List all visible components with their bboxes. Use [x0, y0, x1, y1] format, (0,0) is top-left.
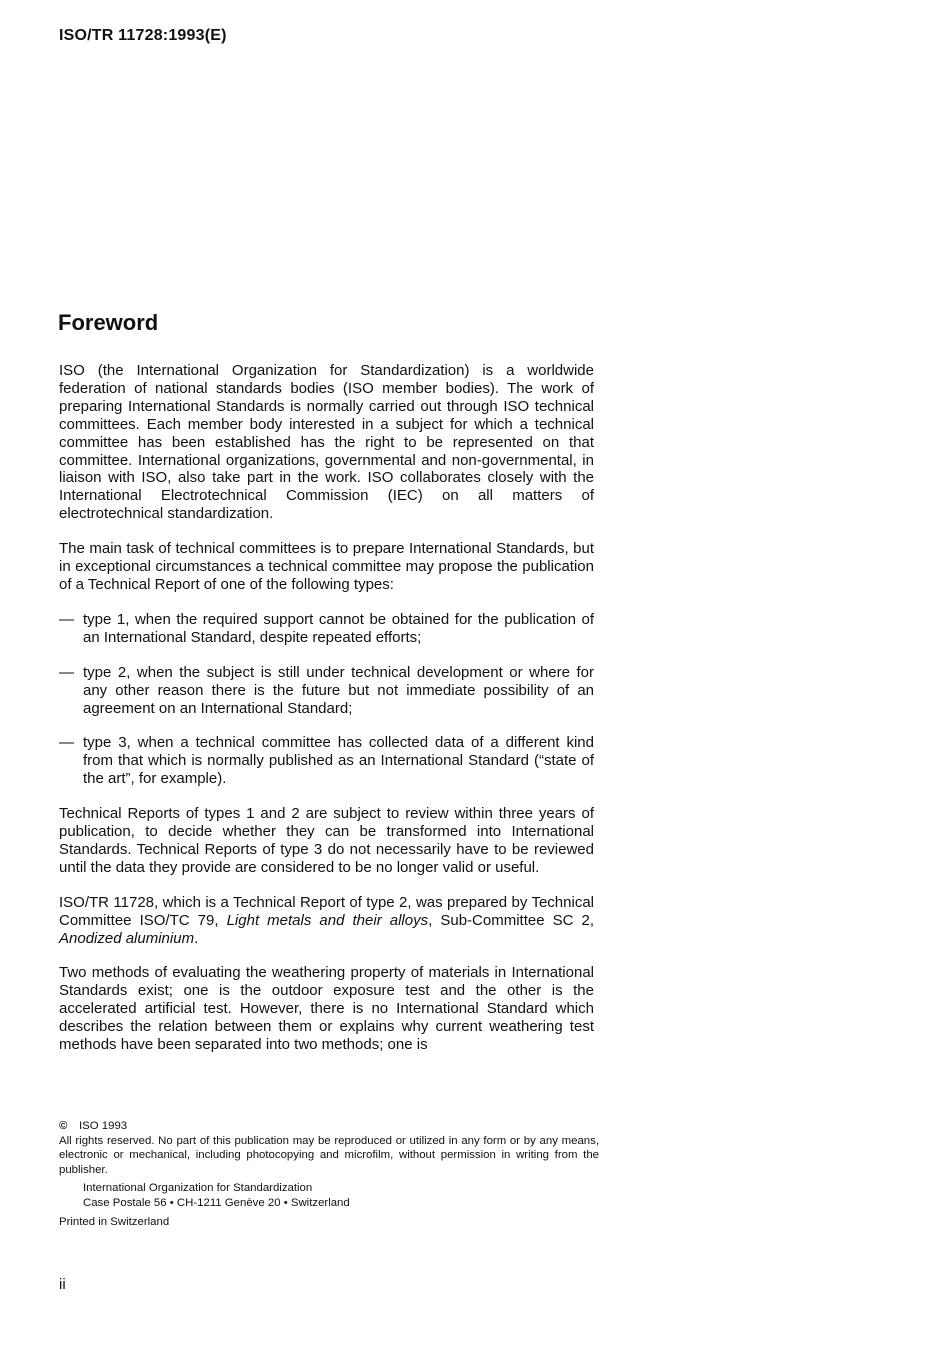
publisher-name: International Organization for Standardization — [83, 1182, 313, 1195]
paragraph-review: Technical Reports of types 1 and 2 are subject to review within three years of publication, to decide whether they can be transformed into International Standards. Technical Reports of type 3 do not necessarily have to be reviewed until the data they provide are considered to be no longer valid or useful. — [59, 805, 594, 876]
printed-in: Printed in Switzerland — [59, 1215, 170, 1228]
committee-title: Light metals and their alloys — [226, 911, 429, 929]
document-id-header: ISO/TR 11728:1993(E) — [59, 27, 227, 44]
preparation-text-3: . — [194, 929, 199, 947]
page-number: ii — [59, 1276, 66, 1293]
list-item-text: type 2, when the subject is still under technical development or where for any other reason there is the future but not immediate possibility of an agreement on an International Standard; — [83, 663, 594, 717]
list-item-type-3 — [59, 734, 594, 788]
copyright-year: ISO 1993 — [79, 1120, 128, 1132]
dash-bullet: — — [59, 734, 74, 752]
preparation-text-1: ISO/TR 11728, which is a Technical Report of type 2, was prepared by Technical Committee ISO/TC 79, — [59, 893, 594, 929]
list-item-text: type 3, when a technical committee has collected data of a different kind from that which is normally published as an International Standard (“state of the art”, for example). — [83, 734, 594, 788]
technical-report-types-list — [59, 611, 594, 788]
list-item-type-1 — [59, 611, 594, 647]
subcommittee-title: Anodized aluminium — [59, 929, 195, 947]
dash-bullet: — — [59, 663, 74, 681]
publisher-postal-address: Case Postale 56 • CH-1211 Genève 20 • Switzerland — [83, 1196, 350, 1209]
copyright-symbol: © — [59, 1120, 68, 1132]
list-item-type-2 — [59, 664, 594, 718]
foreword-body — [59, 362, 594, 1071]
copyright-line — [59, 1119, 599, 1134]
paragraph-iso-intro: ISO (the International Organization for Standardization) is a worldwide federation of national standards bodies (ISO member bodies). The work of preparing International Standards is normally carried out through ISO technical committees. Each member body interested in a subject for which a technical committee has been established has the right to be represented on that committee. International organizations, governmental and non-governmental, in liaison with ISO, also take part in the work. ISO collaborates closely with the International Electrotechnical Commission (IEC) on all matters of electrotechnical standardization. — [59, 362, 594, 523]
copyright-block — [59, 1119, 599, 1229]
publisher-address — [83, 1181, 599, 1210]
foreword-heading: Foreword — [58, 310, 159, 335]
rights-statement: All rights reserved. No part of this publication may be reproduced or utilized in any form or by any means, electronic or mechanical, including photocopying and microfilm, without permission in writing from the publisher. — [59, 1134, 599, 1176]
list-item-text: type 1, when the required support cannot be obtained for the publication of an International Standard, despite repeated efforts; — [83, 610, 594, 646]
dash-bullet: — — [59, 610, 74, 628]
paragraph-weathering-methods: Two methods of evaluating the weathering property of materials in International Standards exist; one is the outdoor exposure test and the other is the accelerated artificial test. However, there is no International Standard which describes the relation between them or explains why current weathering test methods have been separated into two methods; one is — [59, 964, 594, 1054]
preparation-text-2: , Sub-Committee SC 2, — [428, 911, 595, 929]
paragraph-technical-committees: The main task of technical committees is to prepare International Standards, but in exceptional circumstances a technical committee may propose the publication of a Technical Report of one of the following types: — [59, 540, 594, 593]
paragraph-preparation — [59, 894, 594, 948]
